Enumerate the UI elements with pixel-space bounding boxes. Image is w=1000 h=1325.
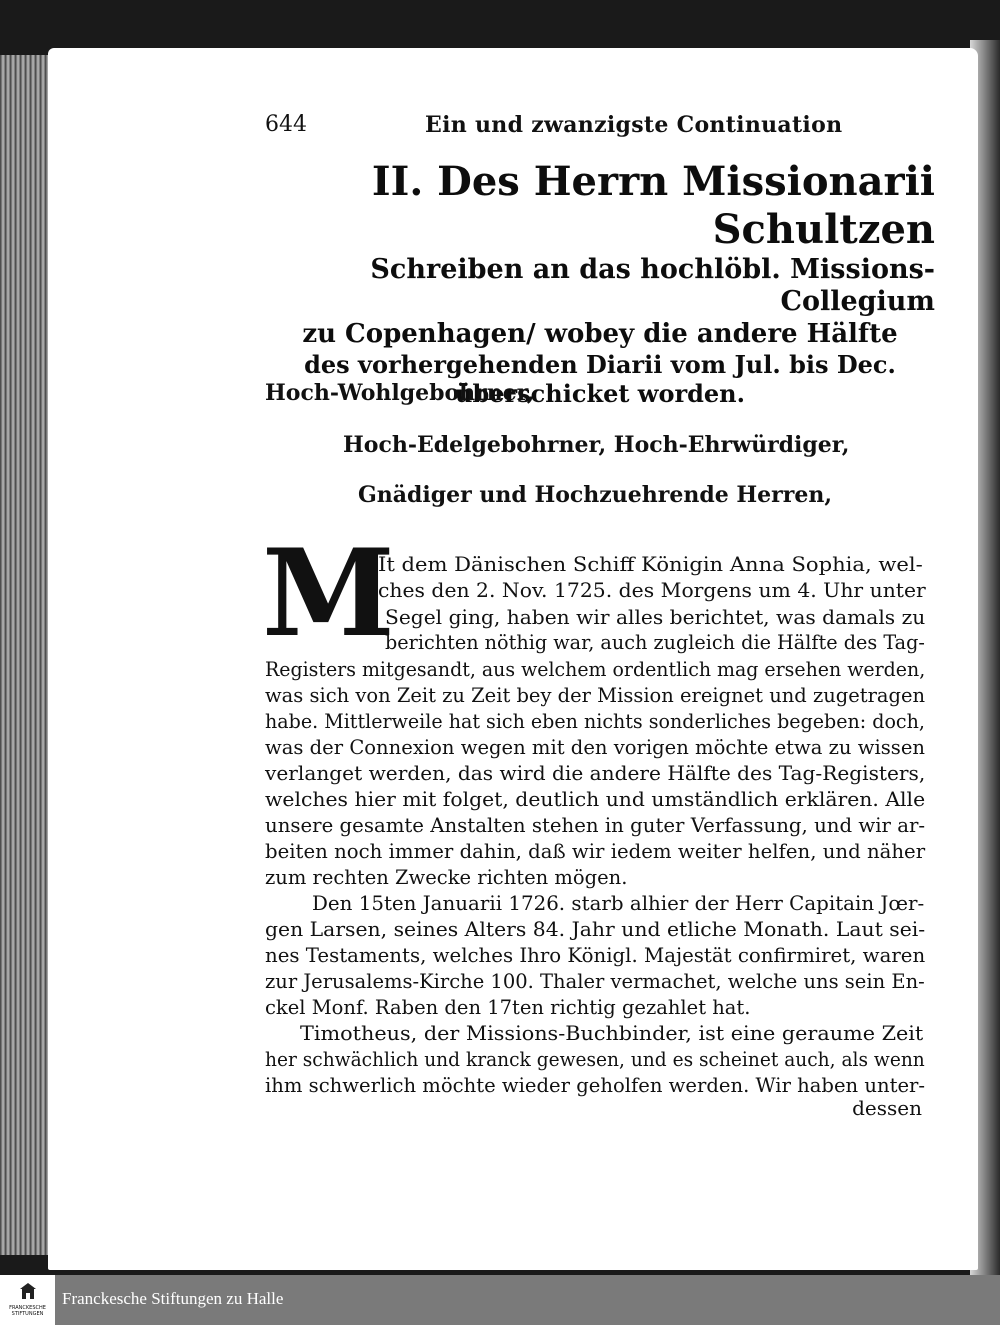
logo-caption-line-1: FRANCKESCHE [9,1305,46,1311]
body-line: welches hier mit folget, deutlich und umständlich erklären. Alle [265,788,926,811]
body-line: berichten nöthig war, auch zugleich die Hälfte des Tag- [385,631,925,654]
body-line: Timotheus, der Missions-Buchbinder, ist eine geraume Zeit [300,1022,924,1045]
catchword: dessen [852,1096,922,1120]
letter-title [265,158,935,408]
house-icon [20,1283,36,1299]
salutation-line-1: Hoch-Wohlgebohrner, [265,380,535,406]
salutation-line-3: Gnädiger und Hochzuehrende Herren, [358,482,833,508]
body-line: ches den 2. Nov. 1725. des Morgens um 4. Uhr unter [378,579,926,602]
institution-name: Franckesche Stiftungen zu Halle [62,1289,284,1308]
body-line: Den 15ten Januarii 1726. starb alhier der Herr Capitain Jœr- [312,892,925,915]
body-line: ckel Monf. Raben den 17ten richtig gezahlet hat. [265,996,751,1019]
body-line: her schwächlich und kranck gewesen, und es scheinet auch, als wenn [265,1048,925,1071]
body-line: It dem Dänischen Schiff Königin Anna Sophia, wel- [378,553,923,576]
body-line: verlanget werden, das wird die andere Hälfte des Tag-Registers, [265,762,926,785]
body-line: Segel ging, haben wir alles berichtet, was damals zu [385,606,926,629]
title-line-2: Schreiben an das hochlöbl. Missions-Collegium [370,254,935,317]
body-line: beiten noch immer dahin, daß wir iedem weiter helfen, und näher [265,840,926,863]
body-line: unsere gesamte Anstalten stehen in guter Verfassung, und wir ar- [265,814,926,837]
logo-caption-line-2: STIFTUNGEN [11,1311,44,1317]
page-header [265,108,935,142]
drop-cap: M [262,523,395,664]
body-line: zum rechten Zwecke richten mögen. [265,866,628,889]
title-line-3: zu Copenhagen/ wobey die andere Hälfte [302,319,898,349]
logo-caption [2,1305,53,1317]
institution-logo [0,1275,55,1325]
title-line-4: des vorhergehenden Diarii vom Jul. bis Dec. [304,350,896,379]
footer-bar [0,1275,1000,1325]
page-number: 644 [265,112,307,137]
body-line: zur Jerusalems-Kirche 100. Thaler vermachet, welche uns sein En- [265,970,925,993]
title-line-1: II. Des Herrn Missionarii Schultzen [371,158,935,253]
body-line: Registers mitgesandt, aus welchem ordentlich mag ersehen werden, [265,658,926,681]
title-line-5: überschicket worden. [455,379,745,408]
book-page-edges [0,55,52,1255]
body-line: was sich von Zeit zu Zeit bey der Mission ereignet und zugetragen [265,684,926,707]
running-head: Ein und zwanzigste Continuation [425,112,843,138]
body-line: was der Connexion wegen mit den vorigen möchte etwa zu wissen [265,736,925,759]
body-line: ihm schwerlich möchte wieder geholfen werden. Wir haben unter- [265,1074,926,1097]
salutation-line-2: Hoch-Edelgebohrner, Hoch-Ehrwürdiger, [343,432,850,458]
body-line: gen Larsen, seines Alters 84. Jahr und etliche Monath. Laut sei- [265,918,926,941]
body-line: nes Testaments, welches Ihro Königl. Majestät confirmiret, waren [265,944,926,967]
body-line: habe. Mittlerweile hat sich eben nichts sonderliches begeben: doch, [265,710,925,733]
